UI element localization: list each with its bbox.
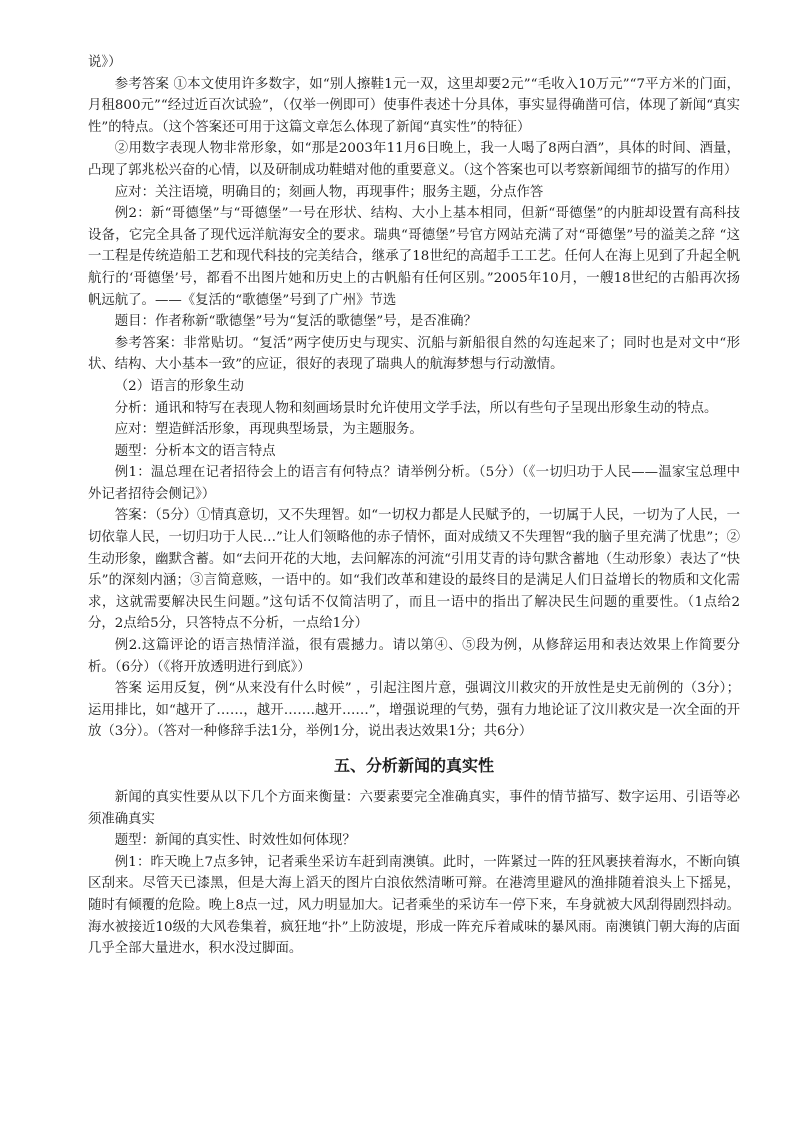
paragraph: 参考答案：非常贴切。“复活”两字使历史与现实、沉船与新船很自然的勾连起来了；同时也是对文中“形状、结构、大小基本一致”的应证，很好的表现了瑞典人的航海梦想与行动激情。 [88, 335, 740, 373]
subsection-title: （2）语言的形象生动 [114, 378, 244, 394]
paragraph: 例2：新“哥德堡”与“哥德堡”一号在形状、结构、大小上基本相同，但新“哥德堡”的内脏却设置有高科技设备，它完全具备了现代远洋航海安全的要求。瑞典“哥德堡”号官方网站充满了对“哥德堡”号的溢美之辞 “这一工程是传统造船工艺和现代科技的完美结合，继承了18世纪的高超手工工艺。任何人在海上见到了升起全帆航行的‘哥德堡’号，都看不出图片她和历史上的古帆船有任何区别。”2005年10月，一艘18世纪的古船再次扬帆远航了。——《复活的“歌德堡”号到了广州》节选 [88, 206, 740, 308]
paragraph: 应对：塑造鲜活形象，再现典型场景，为主题服务。 [114, 422, 423, 438]
paragraph: 题目：作者称新“歌德堡”号为“复活的歌德堡”号，是否准确？ [114, 314, 477, 330]
paragraph: 参考答案 ①本文使用许多数字，如“别人擦鞋1元一双，这里却要2元”“毛收入10万元”“7平方米的门面，月租800元”“经过近百次试验”，（仅举一例即可）使事件表述十分具体，事实显得确凿可信，体现了新闻“真实性”的特点。（这个答案还可用于这篇文章怎么体现了新闻“真实性”的特征） [88, 76, 740, 135]
paragraph: 答案：（5分）①情真意切，又不失理智。如“一切权力都是人民赋予的，一切属于人民，一切为了人民，一切依靠人民，一切归功于人民…”让人们领略他的赤子情怀，面对成绩又不失理智“我的脑子里充满了忧患”；②生动形象，幽默含蓄。如“去问开花的大地，去问解冻的河流“引用艾青的诗句默含蓄地（生动形象）表达了“快乐”的深刻内涵；③言简意赅，一语中的。如“我们改革和建设的最终目的是满足人们日益增长的物质和文化需求，这就需要解决民生问题。”这句话不仅简洁明了，而且一语中的指出了解决民生问题的重要性。（1点给2分，2点给5分，只答特点不分析，一点给1分） [88, 508, 740, 632]
paragraph: 例1：温总理在记者招待会上的语言有何特点？请举例分析。（5分）（《一切归功于人民——温家宝总理中外记者招待会侧记》） [88, 465, 740, 502]
document-page [88, 52, 740, 960]
paragraph: 分析：通讯和特写在表现人物和刻画场景时允许使用文学手法，所以有些句子呈现出形象生动的特点。 [114, 400, 718, 416]
section-heading: 五、分析新闻的真实性 [333, 756, 494, 775]
paragraph: 答案 运用反复，例“从来没有什么时候” ，引起注图片意，强调汶川救灾的开放性是史无前例的（3分）；运用排比，如“越开了……，越开…….越开……”，增强说理的气势，强有力地论证了汶川救灾是一次全面的开放（3分）。（答对一种修辞手法1分，举例1分，说出表达效果1分；共6分） [88, 681, 740, 740]
paragraph: 应对：关注语境，明确目的；刻画人物，再现事件；服务主题，分点作答 [114, 184, 544, 200]
paragraph: 新闻的真实性要从以下几个方面来衡量：六要素要完全准确真实，事件的情节描写、数字运用、引语等必须准确真实 [88, 790, 740, 827]
paragraph-continuation: 说》） [88, 55, 122, 70]
paragraph: 题型：新闻的真实性、时效性如何体现？ [114, 833, 356, 849]
paragraph: ②用数字表现人物非常形象，如“那是2003年11月6日晚上，我一人喝了8两白酒”，具体的时间、酒量，凸现了郭兆松兴奋的心情，以及研制成功鞋蜡对他的重要意义。（这个答案也可以考察新闻细节的描写的作用） [88, 141, 740, 178]
paragraph: 题型：分析本文的语言特点 [114, 443, 276, 459]
paragraph: 例1：昨天晚上7点多钟，记者乘坐采访车赶到南澳镇。此时，一阵紧过一阵的狂风裹挟着海水，不断向镇区刮来。尽管天已漆黑，但是大海上滔天的图片白浪依然清晰可辩。在港湾里避风的渔排随着浪头上下摇晃，随时有倾覆的危险。晚上8点一过，风力明显加大。记者乘坐的采访车一停下来，车身就被大风刮得剧烈抖动。海水被接近10级的大风卷集着，疯狂地“扑”上防波堤，形成一阵充斥着咸味的暴风雨。南澳镇门朝大海的店面几乎全部大量进水，积水没过脚面。 [88, 854, 740, 957]
paragraph: 例2.这篇评论的语言热情洋溢，很有震撼力。请以第④、⑤段为例，从修辞运用和表达效果上作简要分析。（6分）（《将开放透明进行到底》） [88, 638, 740, 675]
